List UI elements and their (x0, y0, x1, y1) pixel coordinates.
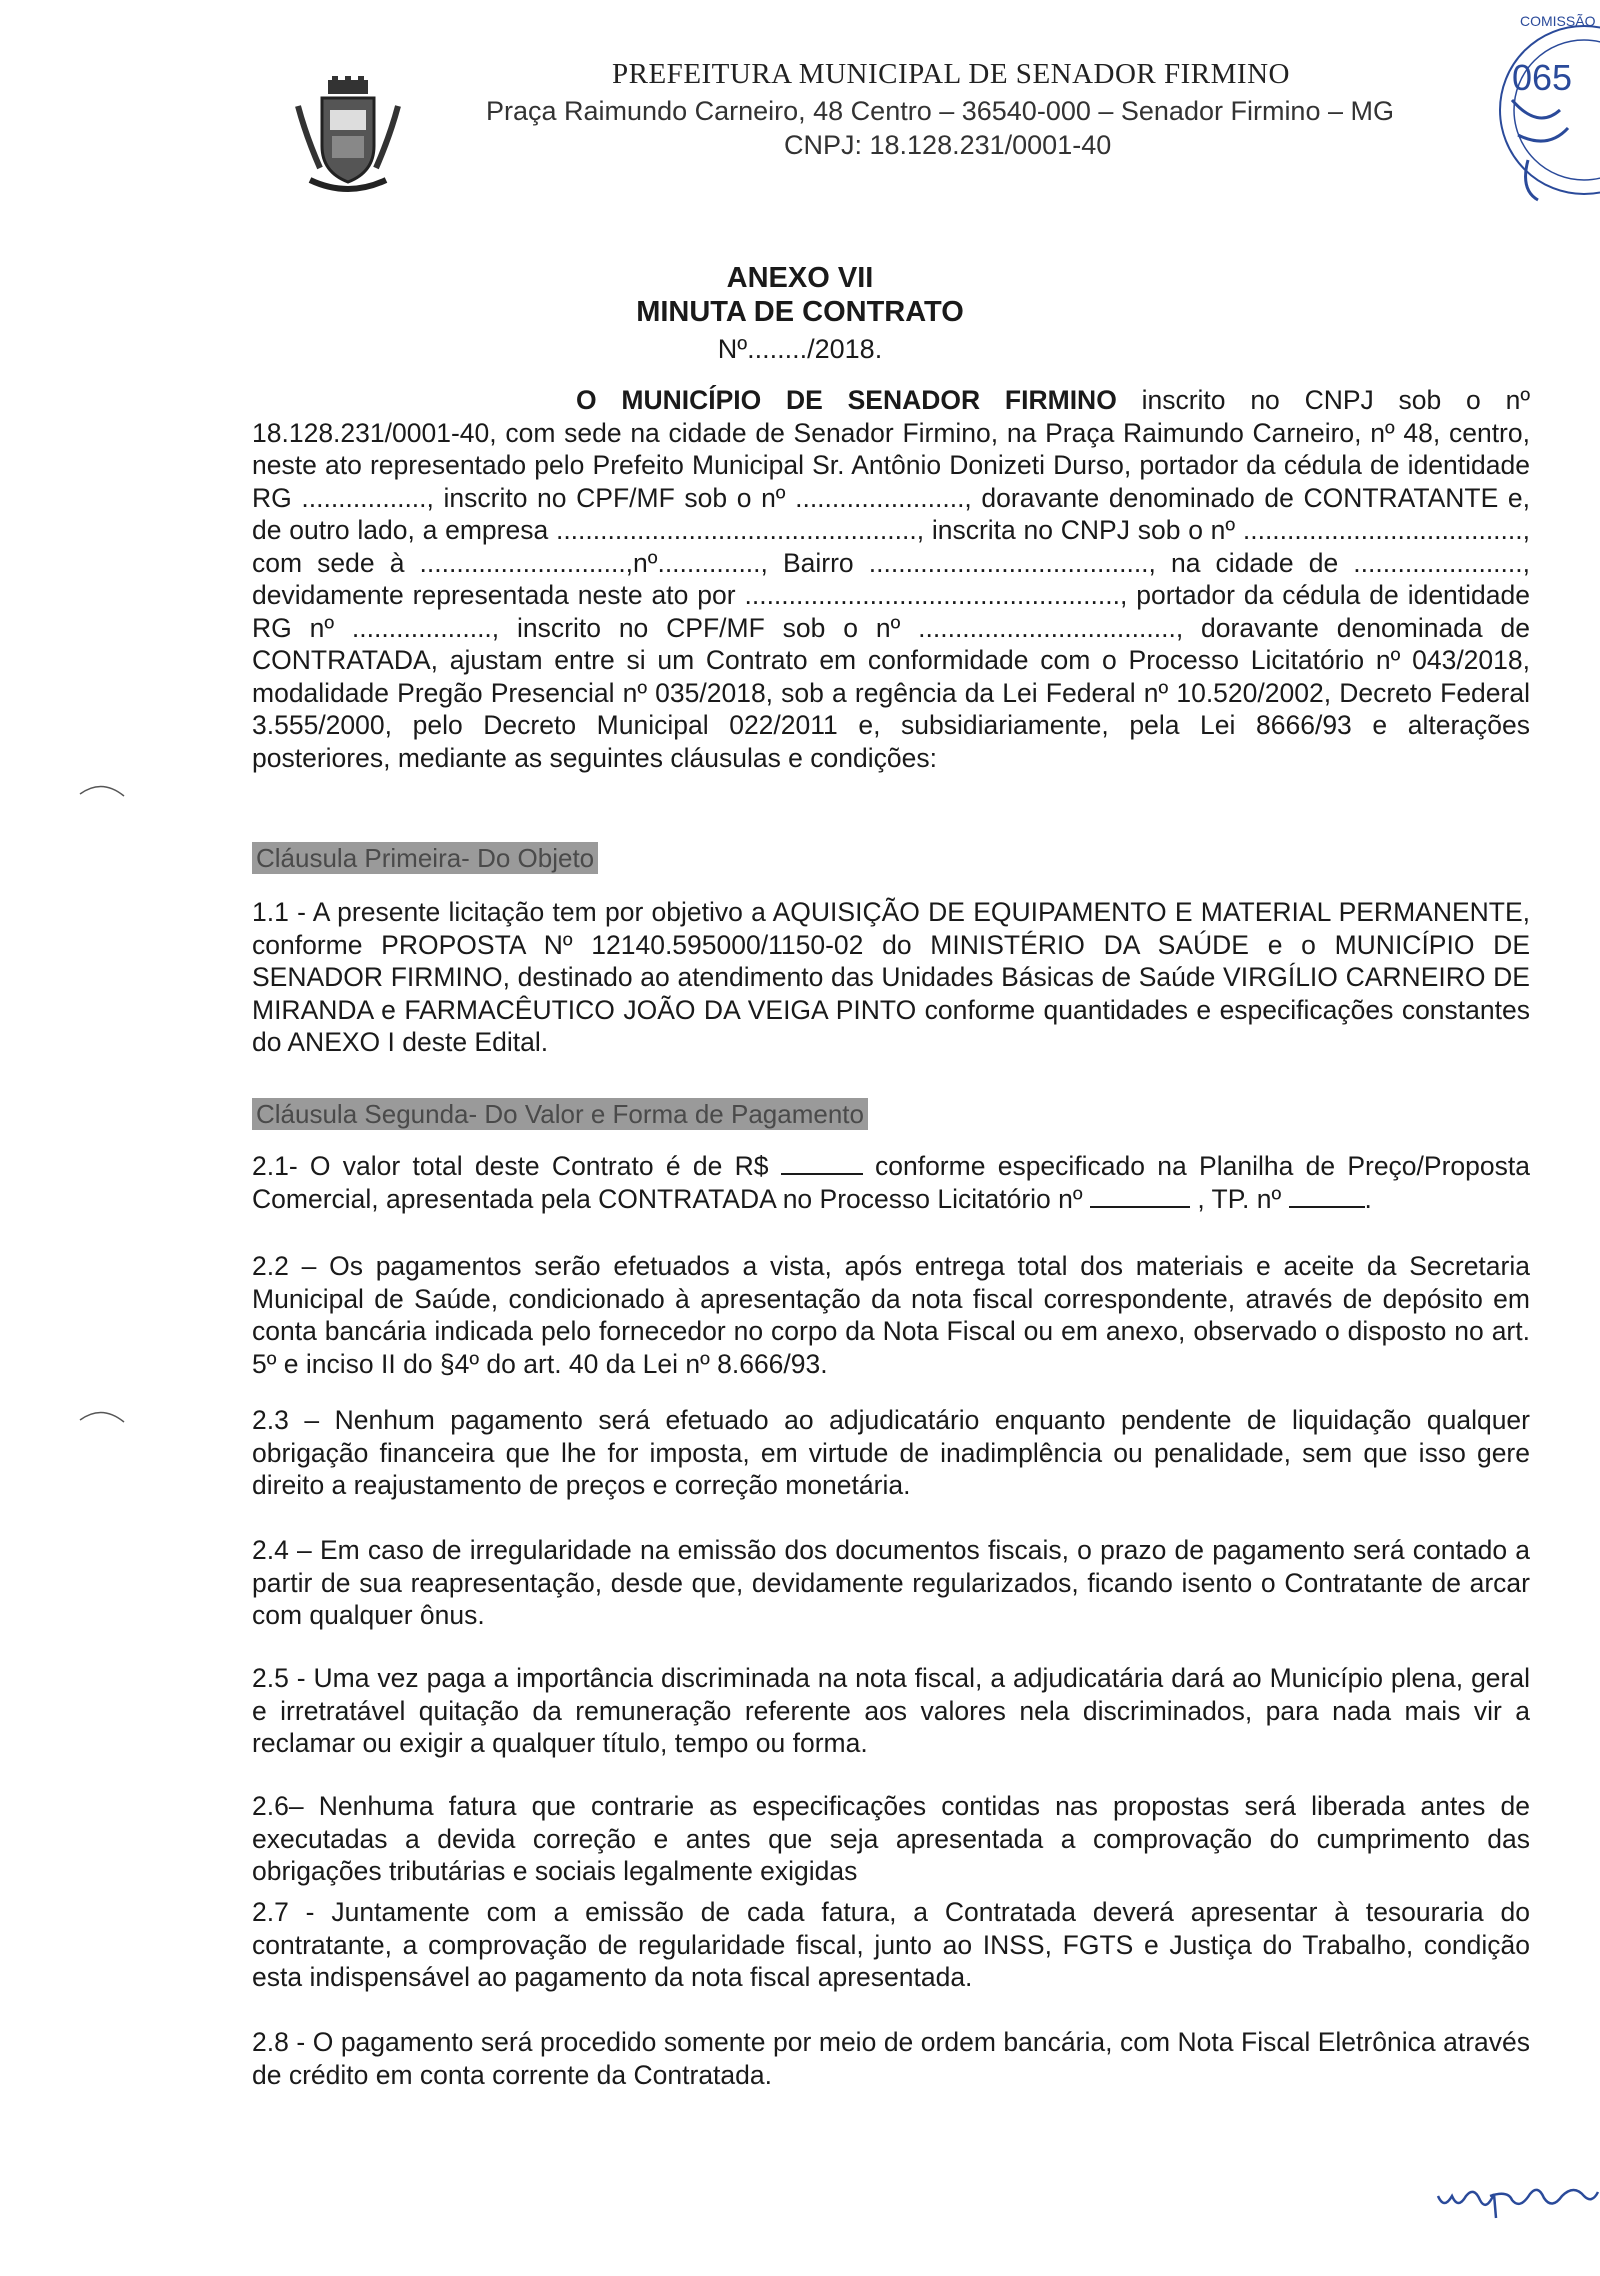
intro-text: inscrito no CNPJ sob o nº 18.128.231/0001-40, com sede na cidade de Senador Firmino, na Praça Raimundo Carneiro, nº 48, centro, neste ato representado pelo Prefeito Municipal Sr. Antônio Donizeti Durso, portador da cédula de identidade RG ................., inscrito no CPF/MF sob o nº ......................., doravante denominado de CONTRATANTE e, de outro lado, a empresa ................................................., inscrita no CNPJ sob o nº ......................................, com sede à ............................,nº.............., Bairro ......................................, na cidade de ......................., devidamente representada neste ato por ..................................................., portador da cédula de identidade RG nº ..................., inscrito no CPF/MF sob o nº ..................................., doravante denominada de CONTRATADA, ajustam entre si um Contrato em conformidade com o Processo Licitatório nº 043/2018, modalidade Pregão Presencial nº 035/2018, sob a regência da Lei Federal nº 10.520/2002, Decreto Federal 3.555/2000, pelo Decreto Municipal 022/2011 e, subsidiariamente, pela Lei 8666/93 e alterações posteriores, mediante as seguintes cláusulas e condições: (252, 385, 1530, 773)
contract-number: Nº......../2018. (717, 334, 883, 364)
clause-2-6: 2.6– Nenhuma fatura que contrarie as especificações contidas nas propostas será liberada antes de executadas a devida correção e antes que seja apresentada a comprovação do cumprimento das obrigações tributárias e sociais legalmente exigidas (252, 1791, 1530, 1886)
clause-2-8: 2.8 - O pagamento será procedido somente por meio de ordem bancária, com Nota Fiscal Eletrônica através de crédito em conta corrente da Contratada. (252, 2027, 1530, 2090)
clause-2-5: 2.5 - Uma vez paga a importância discriminada na nota fiscal, a adjudicatária dará ao Município plena, geral e irretratável quitação da remuneração referente aos valores nela discriminados, para nada mais vir a reclamar ou exigir a qualquer título, tempo ou forma. (252, 1663, 1530, 1758)
clause-2-3: 2.3 – Nenhum pagamento será efetuado ao adjudicatário enquanto pendente de liquidação qualquer obrigação financeira que lhe for imposta, em virtude de inadimplência ou penalidade, sem que isso gere direito a reajustamento de preços e correção monetária. (252, 1405, 1530, 1500)
clause-2-1: 2.1- O valor total deste Contrato é de R$ conforme especificado na Planilha de Preço/Proposta Comercial, apresentada pela CONTRATADA no Processo Licitatório nº , TP. nº . (252, 1151, 1530, 1214)
clause-1-1: 1.1 - A presente licitação tem por objetivo a AQUISIÇÃO DE EQUIPAMENTO E MATERIAL PERMANENTE, conforme PROPOSTA Nº 12140.595000/1150-02 do MINISTÉRIO DA SAÚDE e o MUNICÍPIO DE SENADOR FIRMINO, destinado ao atendimento das Unidades Básicas de Saúde VIRGÍLIO CARNEIRO DE MIRANDA e FARMACÊUTICO JOÃO DA VEIGA PINTO conforme quantidades e especificações constantes do ANEXO I deste Edital. (252, 897, 1530, 1057)
annex-title: ANEXO VII (726, 262, 874, 294)
clause-2-1-part-a: 2.1- O valor total deste Contrato é de R$ (252, 1151, 769, 1181)
clause-2-1-part-b: conforme especificado na Planilha de Preço/Proposta Comercial, apresentada pela CONTRATADA no Processo Licitatório nº (252, 1151, 1530, 1214)
clause-2-2: 2.2 – Os pagamentos serão efetuados a vista, após entrega total dos materiais e aceite da Secretaria Municipal de Saúde, condicionado à apresentação da nota fiscal correspondente, através de depósito em conta bancária indicada pelo fornecedor no corpo da Nota Fiscal ou em anexo, observado o disposto no art. 5º e inciso II do §4º do art. 40 da Lei nº 8.666/93. (252, 1251, 1530, 1379)
letterhead-address: Praça Raimundo Carneiro, 48 Centro – 36540-000 – Senador Firmino – MG (486, 96, 1394, 126)
punch-mark-icon (78, 1406, 128, 1436)
municipal-crest-icon (292, 76, 404, 194)
process-number-blank (1090, 1184, 1190, 1208)
intro-paragraph (252, 384, 1530, 774)
letterhead-cnpj: CNPJ: 18.128.231/0001-40 (784, 130, 1112, 160)
letterhead-title: PREFEITURA MUNICIPAL DE SENADOR FIRMINO (612, 58, 1290, 90)
stamp-page-number: 065 (1512, 57, 1573, 98)
clause-2-7: 2.7 - Juntamente com a emissão de cada fatura, a Contratada deverá apresentar à tesouraria do contratante, a comprovação de regularidade fiscal, junto ao INSS, FGTS e Justiça do Trabalho, condição esta indispensável ao pagamento da nota fiscal apresentada. (252, 1897, 1530, 1992)
value-blank (781, 1151, 863, 1175)
clause-2-4: 2.4 – Em caso de irregularidade na emissão dos documentos fiscais, o prazo de pagamento será contado a partir de sua reapresentação, desde que, devidamente regularizados, ficando isento o Contratante de arcar com qualquer ônus. (252, 1535, 1530, 1630)
clause-first-heading: Cláusula Primeira- Do Objeto (252, 842, 598, 874)
clause-second-heading: Cláusula Segunda- Do Valor e Forma de Pagamento (252, 1098, 868, 1130)
tp-number-blank (1289, 1184, 1365, 1208)
municipality-name: O MUNICÍPIO DE SENADOR FIRMINO (576, 385, 1117, 415)
handwritten-initials-icon (1434, 2166, 1600, 2226)
punch-mark-icon (78, 780, 128, 810)
stamp-label: COMISSÃO (1520, 13, 1596, 29)
clause-2-1-part-c: , TP. nº (1197, 1183, 1282, 1214)
page-number-stamp (1488, 0, 1600, 230)
contract-title: MINUTA DE CONTRATO (636, 296, 964, 328)
